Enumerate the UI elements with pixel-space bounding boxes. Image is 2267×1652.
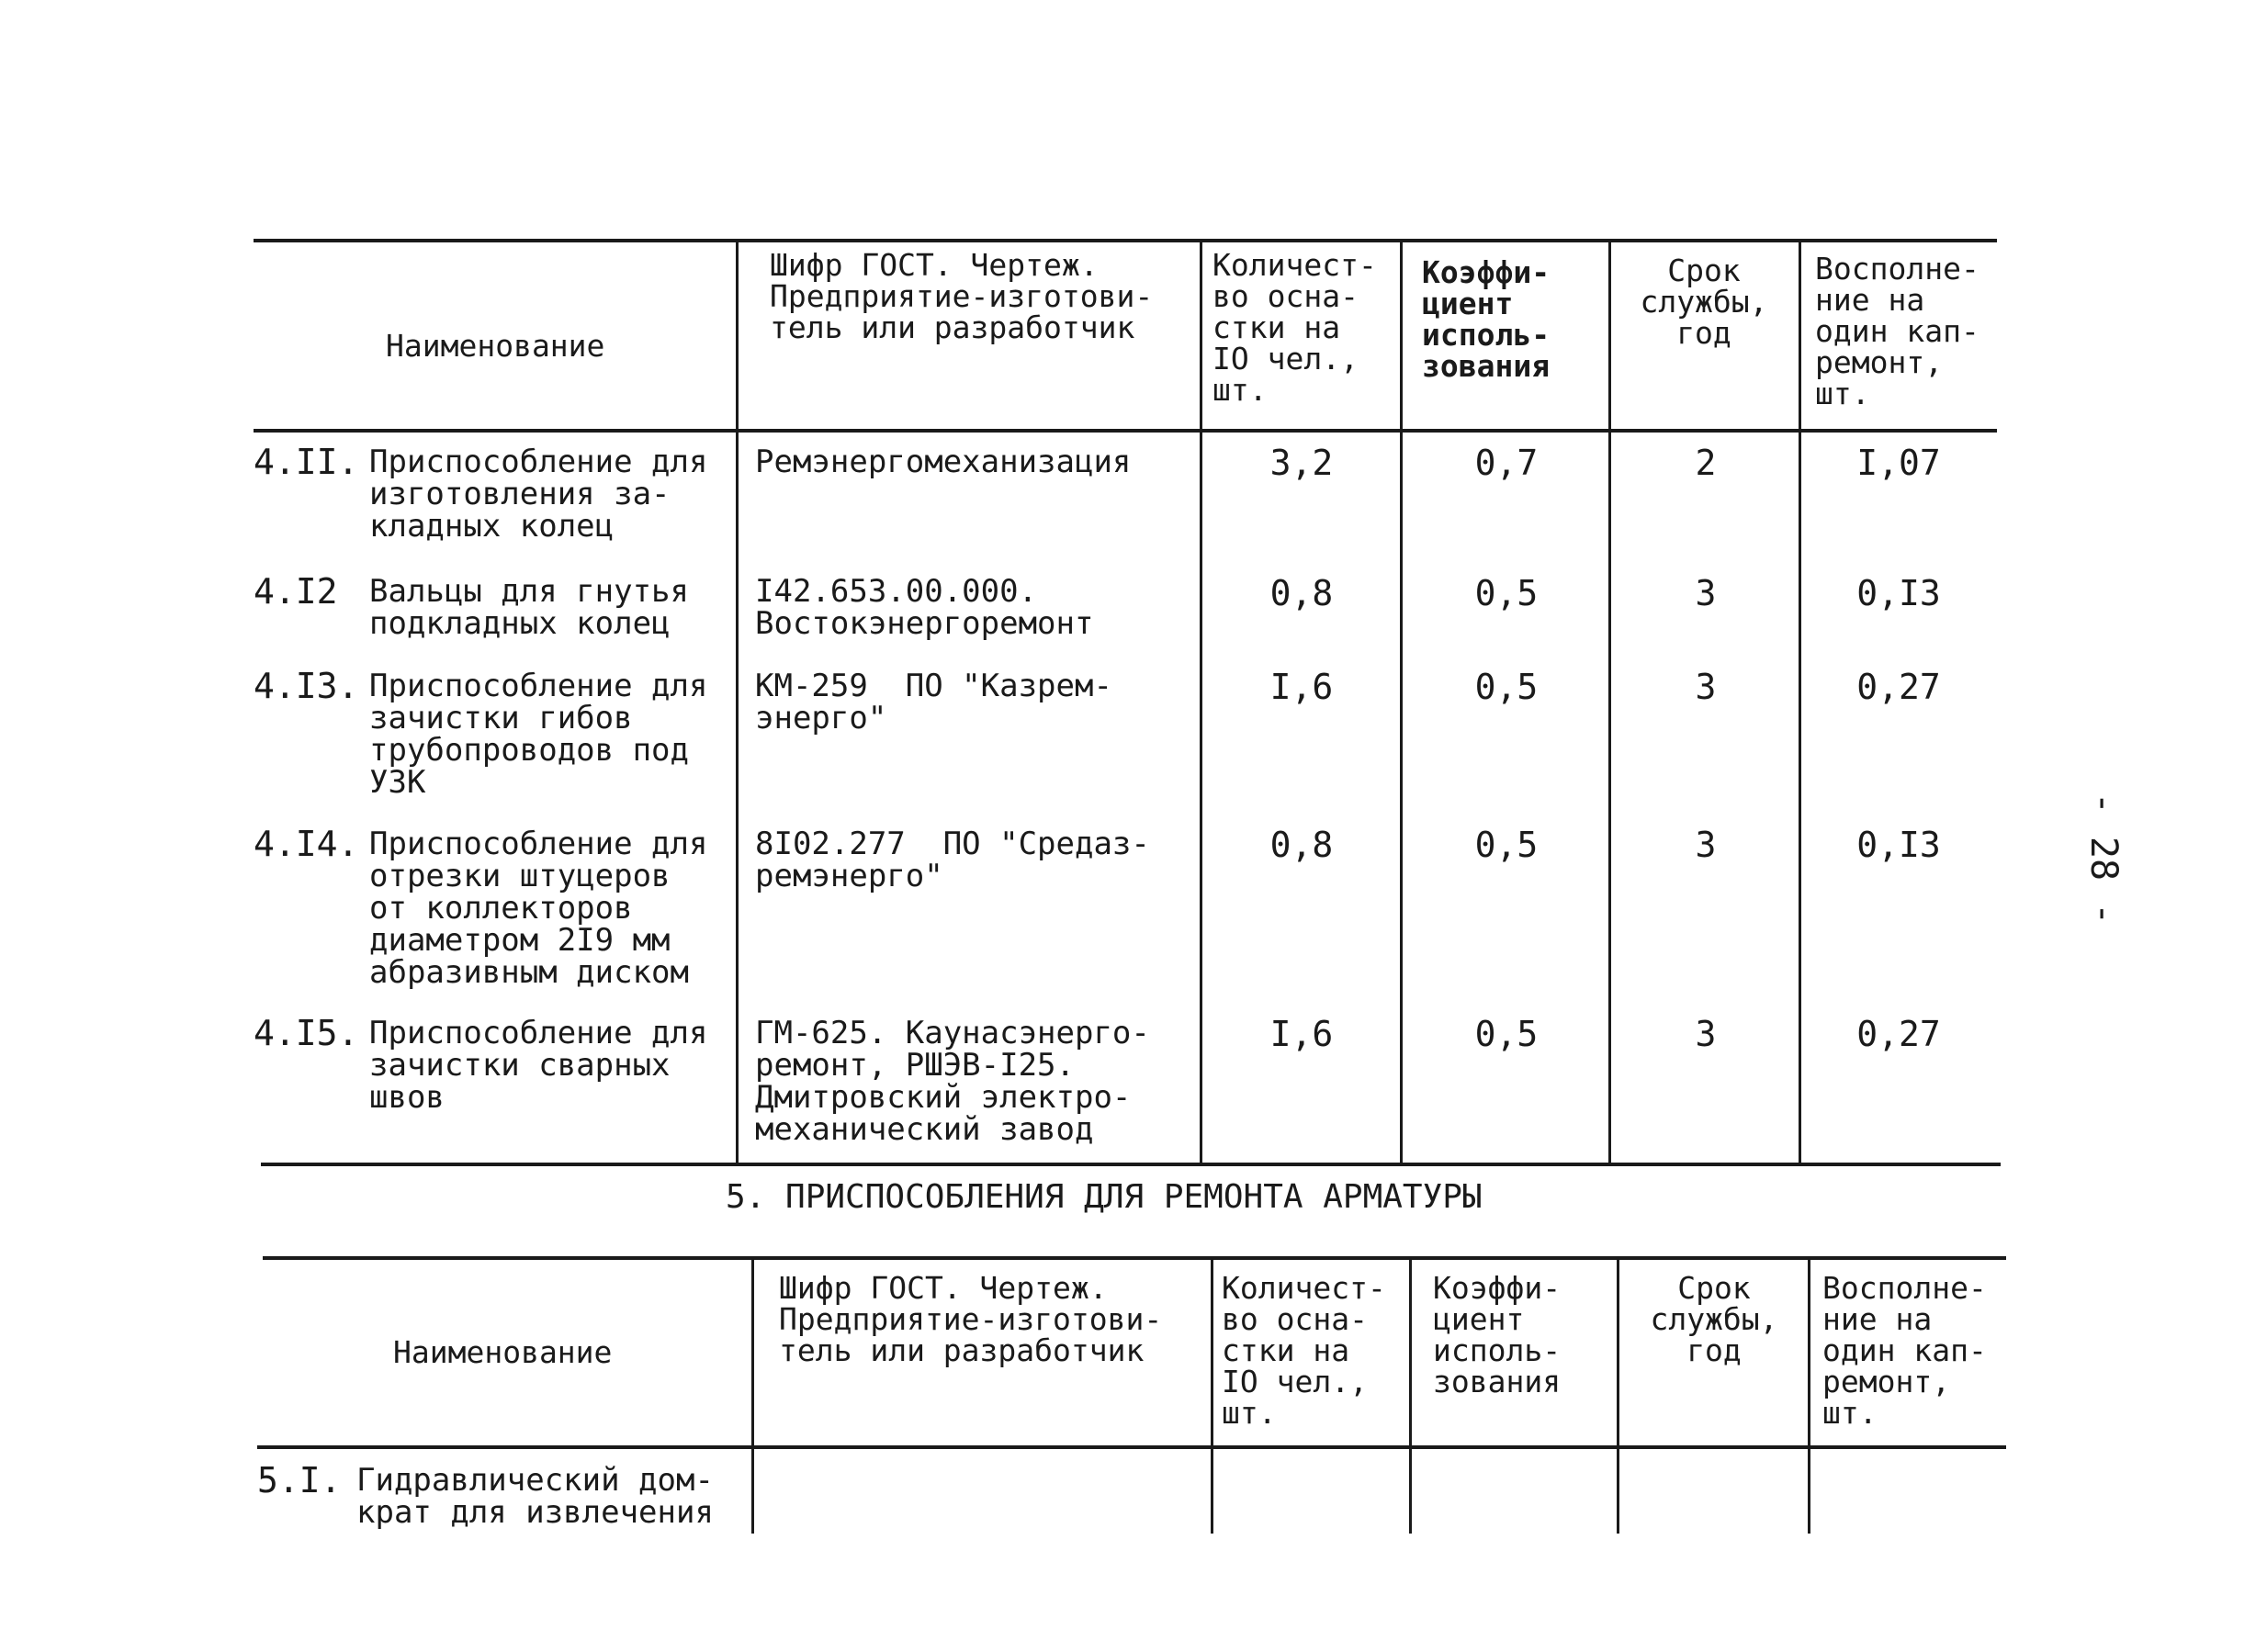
table-1-top-rule: [254, 239, 1997, 242]
header-qty: Количест- во осна- стки на IO чел., шт.: [1222, 1270, 1386, 1431]
row-qty: 0,8: [1269, 573, 1334, 613]
table-2-col-divider: [1211, 1258, 1213, 1534]
row-number: 4.I2: [254, 571, 338, 612]
header-repl: Восполне- ние на один кап- ремонт, шт.: [1822, 1270, 1987, 1431]
table-2-top-rule: [263, 1256, 2006, 1260]
row-qty: I,6: [1269, 1014, 1334, 1054]
row-number: 4.I3.: [254, 666, 359, 706]
row-coef: 0,5: [1474, 1014, 1539, 1054]
header-code: Шифр ГОСТ. Чертеж. Предприятие-изготови- тель или разработчик: [770, 247, 1154, 345]
row-coef: 0,5: [1474, 825, 1539, 865]
row-coef: 0,5: [1474, 667, 1539, 707]
row-code: ГМ-625. Каунасэнерго- ремонт, РШЭВ-I25. Дмитровский электро- механический завод: [755, 1015, 1150, 1148]
table-2-col-divider: [1409, 1258, 1412, 1534]
header-code: Шифр ГОСТ. Чертеж. Предприятие-изготови- тель или разработчик: [779, 1270, 1163, 1368]
row-qty: 3,2: [1269, 443, 1334, 483]
table-2-col-divider: [1808, 1258, 1810, 1534]
row-code: КМ-259 ПО "Казрем- энерго": [755, 668, 1112, 736]
table-1-header-rule: [254, 429, 1997, 433]
row-name: Приспособление для зачистки сварных швов: [369, 1015, 708, 1116]
row-coef: 0,5: [1474, 573, 1539, 613]
row-qty: 0,8: [1269, 825, 1334, 865]
row-number: 4.II.: [254, 442, 359, 482]
table-1-col-divider: [1200, 241, 1202, 1163]
table-2-header-rule: [257, 1445, 2006, 1449]
header-life: Срок службы, год: [1640, 253, 1768, 351]
row-repl: 0,27: [1856, 667, 1941, 707]
row-coef: 0,7: [1474, 443, 1539, 483]
row-code: Ремэнергомеханизация: [755, 444, 1132, 480]
header-name: Наименование: [393, 1334, 613, 1370]
row-code: I42.653.00.000. Востокэнергоремонт: [755, 573, 1094, 642]
table-1-col-divider: [736, 241, 739, 1163]
header-coef: Коэффи- циент исполь- зования: [1433, 1270, 1562, 1399]
row-life: 3: [1695, 573, 1717, 613]
header-coef: Коэффи- циент исполь- зования: [1422, 254, 1551, 384]
row-qty: I,6: [1269, 667, 1334, 707]
row-repl: 0,27: [1856, 1014, 1941, 1054]
row-name: Приспособление для отрезки штуцеров от коллекторов диаметром 2I9 мм абразивным диском: [369, 826, 708, 991]
table-1-bottom-rule: [261, 1163, 2001, 1166]
header-repl: Восполне- ние на один кап- ремонт, шт.: [1815, 251, 1979, 411]
row-name: Приспособление для зачистки гибов трубопроводов под УЗК: [369, 668, 708, 801]
header-name: Наименование: [386, 328, 605, 364]
row-number: 4.I4.: [254, 824, 359, 864]
row-name: Приспособление для изготовления за- кладных колец: [369, 444, 708, 545]
header-qty: Количест- во осна- стки на IO чел., шт.: [1212, 247, 1377, 408]
table-1-col-divider: [1400, 241, 1403, 1163]
row-repl: 0,I3: [1856, 573, 1941, 613]
row-life: 3: [1695, 667, 1717, 707]
section-title: 5. ПРИСПОСОБЛЕНИЯ ДЛЯ РЕМОНТА АРМАТУРЫ: [726, 1178, 1483, 1216]
row-repl: 0,I3: [1856, 825, 1941, 865]
header-life: Срок службы, год: [1650, 1270, 1778, 1368]
row-life: 3: [1695, 1014, 1717, 1054]
row-code: 8I02.277 ПО "Средаз- ремэнерго": [755, 826, 1150, 894]
row-life: 2: [1695, 443, 1717, 483]
row-repl: I,07: [1856, 443, 1941, 483]
row-number: 4.I5.: [254, 1013, 359, 1053]
page-number: - 28 -: [2082, 792, 2125, 926]
table-2-col-divider: [1617, 1258, 1619, 1534]
row-number: 5.I.: [257, 1460, 342, 1500]
table-2-col-divider: [751, 1258, 754, 1534]
row-name: Гидравлический дом- крат для извлечения: [356, 1462, 714, 1531]
row-life: 3: [1695, 825, 1717, 865]
row-name: Вальцы для гнутья подкладных колец: [369, 573, 689, 642]
